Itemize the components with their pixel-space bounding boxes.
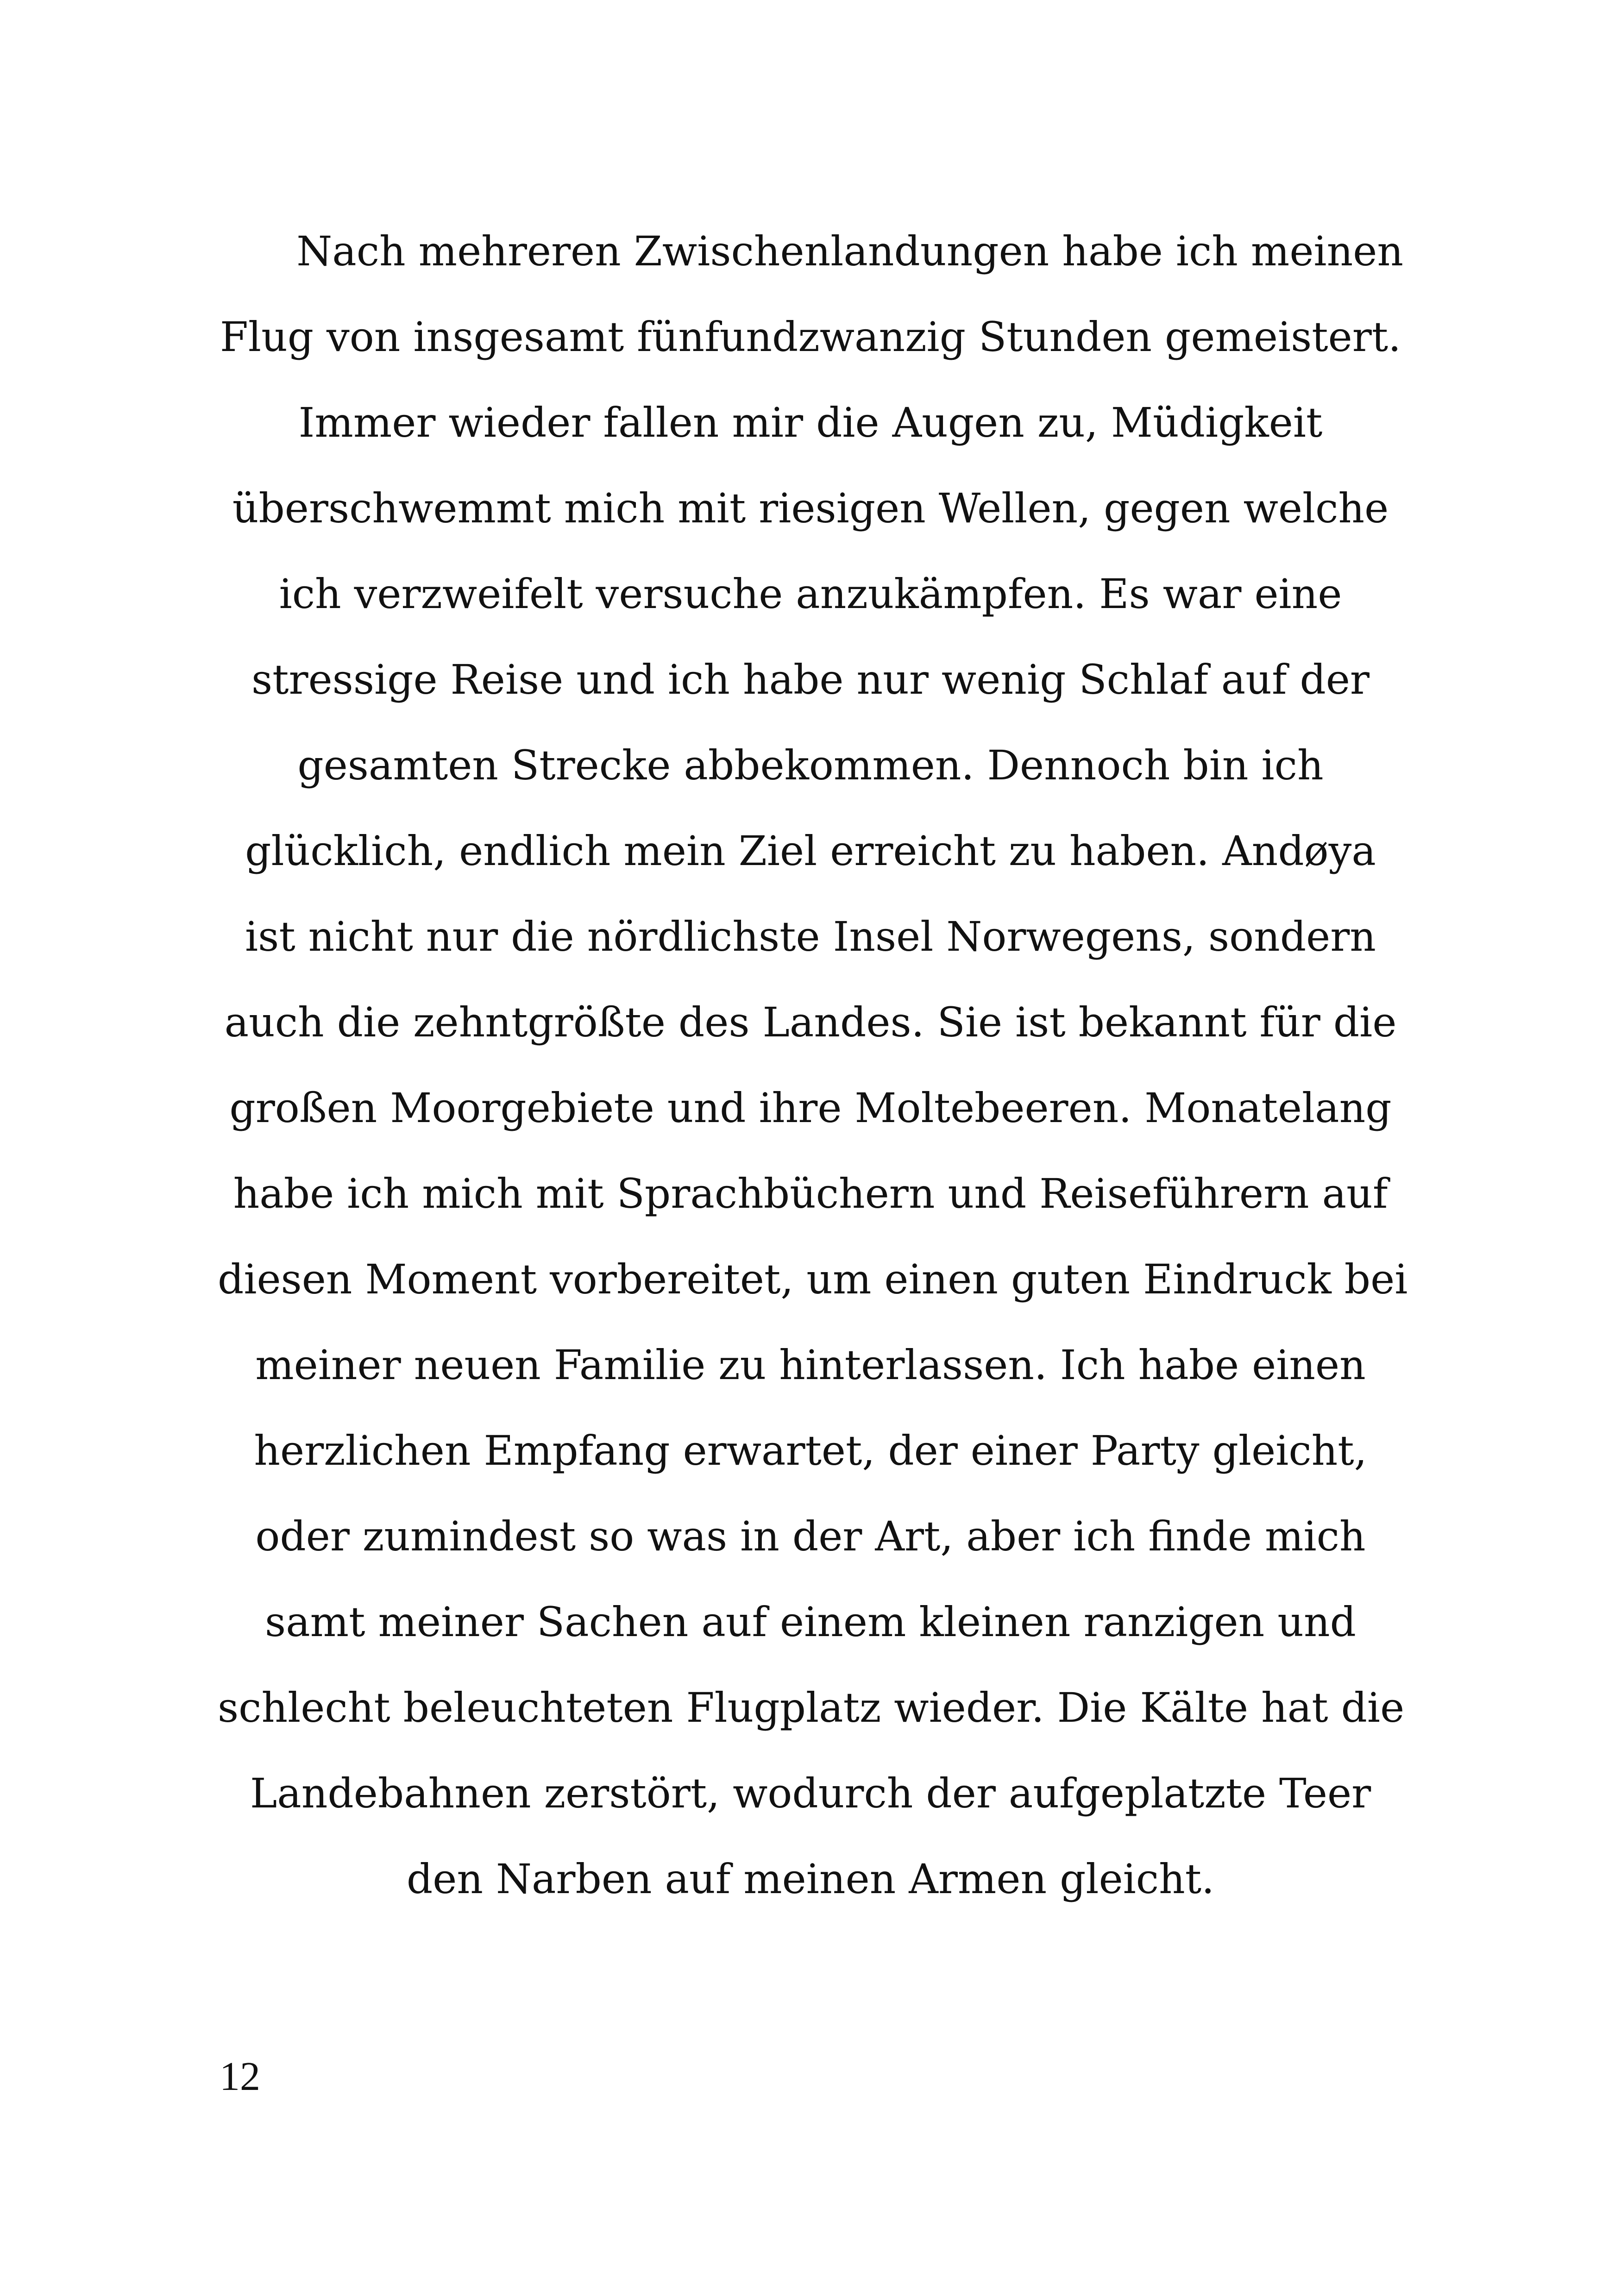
text-line: Flug von insgesamt fünfundzwanzig Stunden gemeistert. [220,313,1401,361]
text-line: oder zumindest so was in der Art, aber ich finde mich [255,1512,1366,1560]
text-line: glücklich, endlich mein Ziel erreicht zu haben. Andøya [245,827,1376,875]
text-line: Immer wieder fallen mir die Augen zu, Müdigkeit [298,399,1323,446]
text-line: den Narben auf meinen Armen gleicht. [406,1855,1215,1903]
text-line: stressige Reise und ich habe nur wenig Schlaf auf der [251,656,1370,703]
text-line: Nach mehreren Zwischenlandungen habe ich meinen [296,227,1403,275]
text-line: überschwemmt mich mit riesigen Wellen, gegen welche [232,484,1389,532]
text-line: großen Moorgebiete und ihre Moltebeeren. Monatelang [229,1084,1392,1132]
text-line: diesen Moment vorbereitet, um einen guten Eindruck bei [218,1255,1408,1303]
text-line: samt meiner Sachen auf einem kleinen ranzigen und [265,1598,1356,1646]
page-number: 12 [220,2054,260,2099]
text-line: habe ich mich mit Sprachbüchern und Reiseführern auf [233,1170,1388,1217]
body-paragraph [218,208,1408,1922]
text-line: ich verzweifelt versuche anzukämpfen. Es war eine [279,570,1342,618]
text-line: meiner neuen Familie zu hinterlassen. Ich habe einen [255,1341,1366,1389]
text-line: herzlichen Empfang erwartet, der einer Party gleicht, [254,1427,1367,1474]
text-line: auch die zehntgrößte des Landes. Sie ist bekannt für die [224,998,1397,1046]
text-line: ist nicht nur die nördlichste Insel Norwegens, sondern [245,913,1376,960]
text-line: schlecht beleuchteten Flugplatz wieder. Die Kälte hat die [218,1684,1405,1731]
text-line: gesamten Strecke abbekommen. Dennoch bin ich [297,741,1324,789]
text-line: Landebahnen zerstört, wodurch der aufgeplatzte Teer [250,1769,1371,1817]
